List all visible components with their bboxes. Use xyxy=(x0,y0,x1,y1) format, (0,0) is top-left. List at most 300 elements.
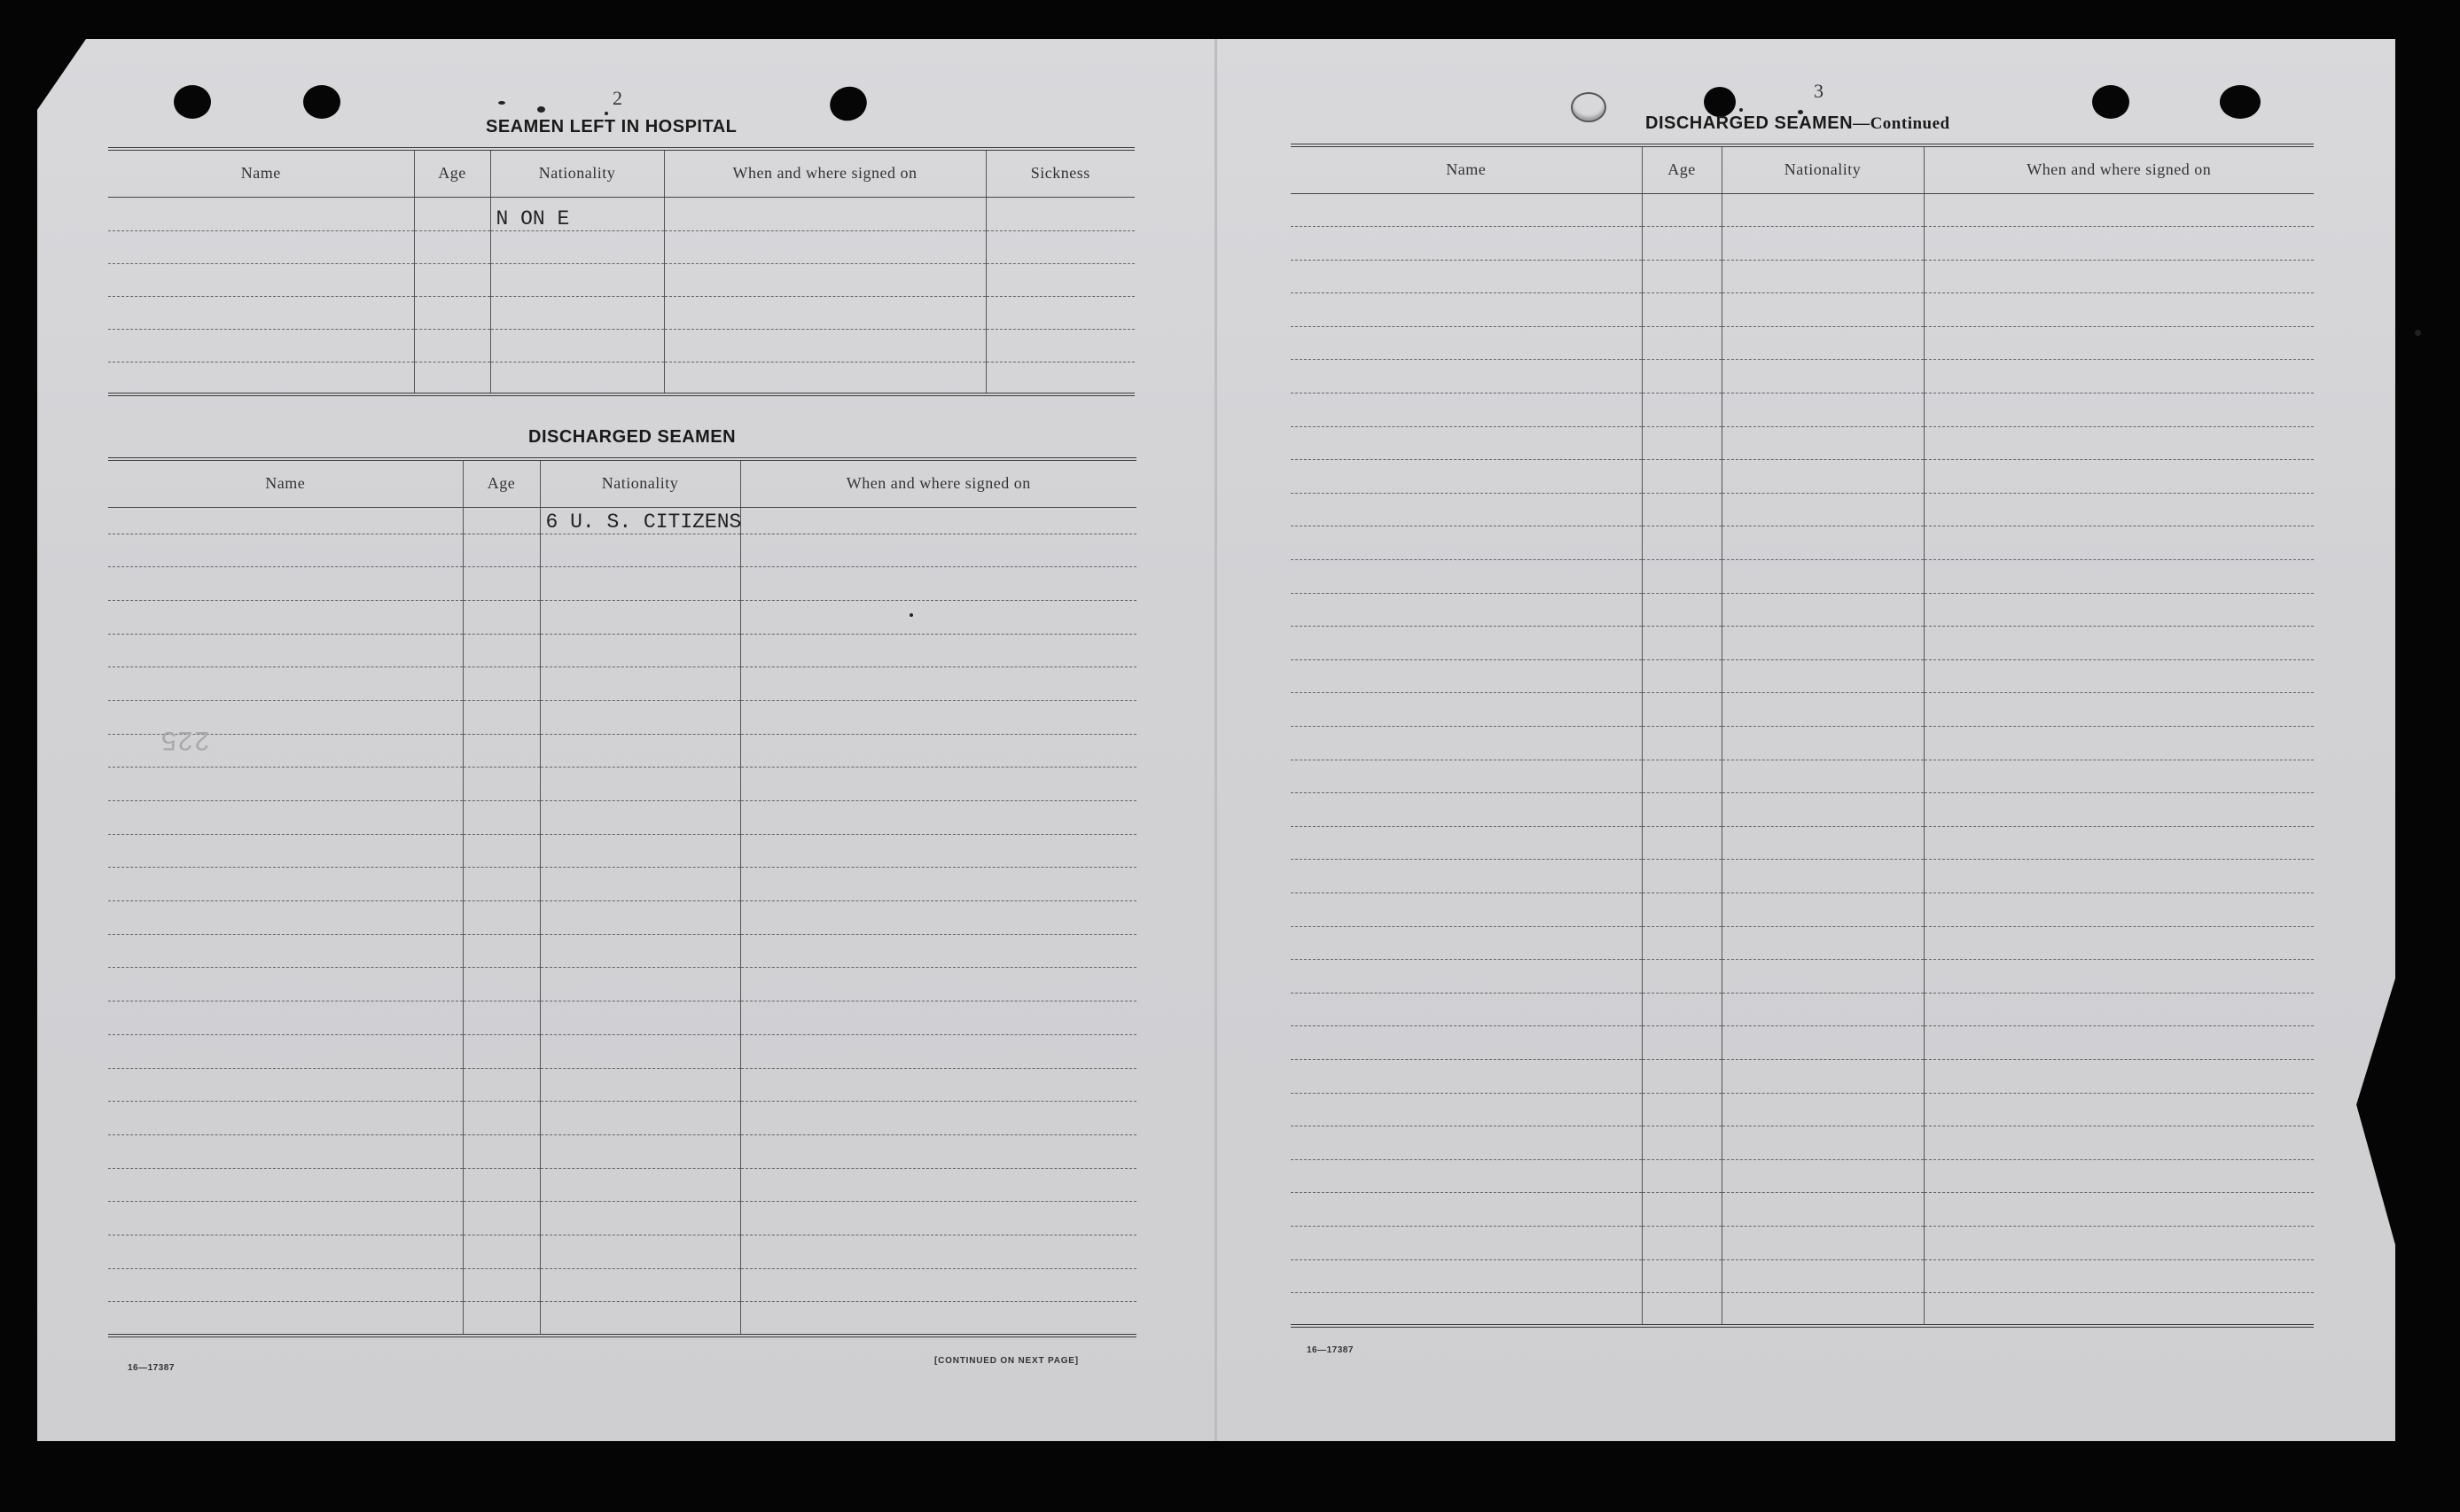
nationality-cell xyxy=(1722,1093,1924,1126)
nationality-cell xyxy=(540,901,740,935)
name-cell xyxy=(108,1268,463,1302)
name-cell xyxy=(1291,1059,1642,1093)
nationality-cell xyxy=(1722,1193,1924,1227)
name-cell xyxy=(1291,394,1642,427)
table-row xyxy=(1291,560,2314,594)
table-row xyxy=(1291,1093,2314,1126)
section-title-text: DISCHARGED SEAMEN xyxy=(1645,113,1854,133)
name-cell xyxy=(108,197,414,230)
table-row xyxy=(108,1134,1136,1168)
signed-on-cell xyxy=(740,1102,1136,1135)
name-cell xyxy=(1291,760,1642,793)
age-cell xyxy=(1642,426,1722,460)
table-row xyxy=(108,934,1136,968)
table-row xyxy=(1291,426,2314,460)
age-cell xyxy=(1642,293,1722,327)
column-header-age: Age xyxy=(1642,145,1722,193)
table-row xyxy=(108,634,1136,667)
name-cell xyxy=(1291,360,1642,394)
age-cell xyxy=(1642,993,1722,1026)
age-cell xyxy=(1642,1159,1722,1193)
table-row xyxy=(108,1302,1136,1336)
nationality-cell xyxy=(540,868,740,901)
age-cell xyxy=(1642,260,1722,293)
name-cell xyxy=(108,1302,463,1336)
age-cell xyxy=(1642,193,1722,227)
punch-hole xyxy=(174,85,211,119)
name-cell xyxy=(108,600,463,634)
signed-on-cell xyxy=(1924,1126,2314,1160)
age-cell xyxy=(414,263,490,296)
nationality-cell xyxy=(490,329,664,362)
signed-on-cell xyxy=(1924,993,2314,1026)
age-cell xyxy=(1642,1093,1722,1126)
nationality-cell xyxy=(540,1202,740,1235)
signed-on-cell xyxy=(1924,659,2314,693)
signed-on-cell xyxy=(740,634,1136,667)
nationality-cell xyxy=(540,1168,740,1202)
table-row xyxy=(108,1102,1136,1135)
name-cell xyxy=(1291,826,1642,860)
nationality-cell xyxy=(1722,227,1924,261)
table-row xyxy=(1291,1159,2314,1193)
name-cell xyxy=(1291,793,1642,827)
nationality-cell xyxy=(1722,260,1924,293)
table-row xyxy=(1291,627,2314,660)
signed-on-cell xyxy=(1924,860,2314,893)
age-cell xyxy=(463,1302,540,1336)
column-header-nationality: Nationality xyxy=(490,149,664,197)
nationality-cell xyxy=(540,934,740,968)
age-cell xyxy=(1642,1126,1722,1160)
name-cell xyxy=(1291,960,1642,994)
table-row xyxy=(108,1034,1136,1068)
column-header-sickness: Sickness xyxy=(986,149,1135,197)
punch-hole xyxy=(1571,92,1606,122)
nationality-cell xyxy=(490,296,664,329)
name-cell xyxy=(108,934,463,968)
table-row xyxy=(1291,826,2314,860)
nationality-cell xyxy=(540,700,740,734)
nationality-cell xyxy=(1722,526,1924,560)
name-cell xyxy=(1291,892,1642,926)
age-cell xyxy=(1642,659,1722,693)
signed-on-cell xyxy=(740,734,1136,768)
signed-on-cell xyxy=(740,1302,1136,1336)
name-cell xyxy=(108,230,414,263)
table-row xyxy=(108,901,1136,935)
nationality-cell xyxy=(1722,760,1924,793)
ink-speck xyxy=(1739,108,1743,112)
name-cell xyxy=(1291,693,1642,727)
page-number: 2 xyxy=(613,87,622,109)
signed-on-cell xyxy=(740,667,1136,701)
table-row xyxy=(1291,993,2314,1026)
nationality-cell xyxy=(540,834,740,868)
signed-on-cell xyxy=(1924,227,2314,261)
age-cell xyxy=(1642,960,1722,994)
name-cell xyxy=(1291,493,1642,526)
age-cell xyxy=(1642,526,1722,560)
name-cell xyxy=(108,1134,463,1168)
table-row xyxy=(1291,659,2314,693)
signed-on-cell xyxy=(1924,394,2314,427)
signed-on-cell xyxy=(1924,1193,2314,1227)
ink-speck xyxy=(2415,330,2421,336)
age-cell xyxy=(414,329,490,362)
age-cell xyxy=(1642,1293,1722,1327)
table-row xyxy=(108,329,1135,362)
name-cell xyxy=(108,507,463,534)
nationality-cell xyxy=(1722,560,1924,594)
table-row xyxy=(1291,727,2314,760)
table-row xyxy=(1291,360,2314,394)
table-row xyxy=(108,230,1135,263)
sickness-cell xyxy=(986,362,1135,394)
name-cell xyxy=(1291,560,1642,594)
name-cell xyxy=(1291,193,1642,227)
sickness-cell xyxy=(986,197,1135,230)
table-row xyxy=(1291,260,2314,293)
nationality-cell xyxy=(540,1102,740,1135)
signed-on-cell xyxy=(1924,360,2314,394)
age-cell xyxy=(1642,892,1722,926)
name-cell xyxy=(108,667,463,701)
signed-on-cell xyxy=(1924,793,2314,827)
name-cell xyxy=(108,1235,463,1268)
age-cell xyxy=(463,734,540,768)
nationality-cell xyxy=(1722,693,1924,727)
discharged-rows xyxy=(108,507,1136,1336)
table-row xyxy=(108,700,1136,734)
name-cell xyxy=(1291,659,1642,693)
discharged-table xyxy=(108,457,1136,1337)
age-cell xyxy=(463,667,540,701)
nationality-cell xyxy=(1722,892,1924,926)
signed-on-cell xyxy=(740,1268,1136,1302)
age-cell xyxy=(463,634,540,667)
signed-on-cell xyxy=(740,968,1136,1002)
name-cell xyxy=(1291,1259,1642,1293)
signed-on-cell xyxy=(740,768,1136,801)
table-row xyxy=(108,968,1136,1002)
nationality-cell xyxy=(1722,793,1924,827)
age-cell xyxy=(414,362,490,394)
name-cell xyxy=(108,1202,463,1235)
name-cell xyxy=(1291,260,1642,293)
table-row xyxy=(1291,394,2314,427)
table-row xyxy=(1291,1193,2314,1227)
continued-note: [CONTINUED ON NEXT PAGE] xyxy=(934,1356,1079,1366)
nationality-cell xyxy=(540,1134,740,1168)
column-header-signed-on: When and where signed on xyxy=(664,149,986,197)
age-cell xyxy=(1642,493,1722,526)
nationality-cell xyxy=(1722,193,1924,227)
column-header-name: Name xyxy=(108,149,414,197)
page-fold xyxy=(1214,39,1217,1441)
age-cell xyxy=(463,1068,540,1102)
signed-on-cell xyxy=(740,1168,1136,1202)
age-cell xyxy=(1642,1226,1722,1259)
age-cell xyxy=(463,1202,540,1235)
signed-on-cell xyxy=(1924,826,2314,860)
nationality-cell xyxy=(1722,1293,1924,1327)
column-header-nationality: Nationality xyxy=(540,459,740,507)
table-row xyxy=(1291,460,2314,494)
signed-on-cell xyxy=(1924,926,2314,960)
nationality-cell xyxy=(540,1002,740,1035)
discharged-section-title: DISCHARGED SEAMEN xyxy=(528,427,737,447)
table-row xyxy=(108,834,1136,868)
age-cell xyxy=(463,700,540,734)
nationality-cell xyxy=(490,230,664,263)
age-cell xyxy=(1642,826,1722,860)
age-cell xyxy=(1642,460,1722,494)
name-cell xyxy=(108,534,463,567)
name-cell xyxy=(108,296,414,329)
ink-speck xyxy=(537,106,545,113)
table-row xyxy=(1291,526,2314,560)
age-cell xyxy=(1642,560,1722,594)
name-cell xyxy=(108,768,463,801)
age-cell xyxy=(1642,760,1722,793)
name-cell xyxy=(1291,727,1642,760)
table-row xyxy=(108,801,1136,835)
age-cell xyxy=(463,1034,540,1068)
age-cell xyxy=(463,1102,540,1135)
discharged-continued-rows xyxy=(1291,193,2314,1326)
signed-on-cell xyxy=(1924,892,2314,926)
age-cell xyxy=(414,230,490,263)
name-cell xyxy=(1291,426,1642,460)
ink-speck xyxy=(605,112,608,115)
signed-on-cell xyxy=(1924,693,2314,727)
table-row xyxy=(108,600,1136,634)
faint-stamp: 225 xyxy=(160,726,210,755)
signed-on-cell xyxy=(740,507,1136,534)
age-cell xyxy=(463,901,540,935)
signed-on-cell xyxy=(664,362,986,394)
table-row xyxy=(108,734,1136,768)
table-row xyxy=(108,1002,1136,1035)
signed-on-cell xyxy=(740,901,1136,935)
signed-on-cell xyxy=(1924,1093,2314,1126)
signed-on-cell xyxy=(1924,1059,2314,1093)
nationality-cell: 6 U. S. CITIZENS xyxy=(540,507,740,534)
age-cell xyxy=(1642,693,1722,727)
signed-on-cell xyxy=(1924,627,2314,660)
age-cell xyxy=(1642,727,1722,760)
nationality-cell xyxy=(540,968,740,1002)
age-cell xyxy=(463,1134,540,1168)
age-cell xyxy=(1642,360,1722,394)
table-row xyxy=(1291,1026,2314,1060)
signed-on-cell xyxy=(1924,426,2314,460)
signed-on-cell xyxy=(1924,526,2314,560)
nationality-cell xyxy=(1722,326,1924,360)
name-cell xyxy=(108,834,463,868)
age-cell xyxy=(463,507,540,534)
name-cell xyxy=(108,1102,463,1135)
nationality-cell xyxy=(490,362,664,394)
age-cell xyxy=(1642,1259,1722,1293)
table-row xyxy=(108,1268,1136,1302)
age-cell xyxy=(463,600,540,634)
age-cell xyxy=(1642,394,1722,427)
name-cell xyxy=(108,362,414,394)
discharged-continued-title xyxy=(1645,113,1950,134)
signed-on-cell xyxy=(1924,493,2314,526)
nationality-cell xyxy=(1722,926,1924,960)
nationality-cell xyxy=(540,1268,740,1302)
signed-on-cell xyxy=(1924,1026,2314,1060)
name-cell xyxy=(1291,926,1642,960)
nationality-cell xyxy=(1722,993,1924,1026)
signed-on-cell xyxy=(740,1235,1136,1268)
table-row xyxy=(1291,293,2314,327)
age-cell xyxy=(1642,926,1722,960)
table-row xyxy=(108,667,1136,701)
age-cell xyxy=(1642,1059,1722,1093)
signed-on-cell xyxy=(740,834,1136,868)
nationality-cell xyxy=(1722,1126,1924,1160)
age-cell xyxy=(1642,1026,1722,1060)
table-row xyxy=(1291,593,2314,627)
name-cell xyxy=(108,1168,463,1202)
age-cell xyxy=(1642,326,1722,360)
age-cell xyxy=(414,296,490,329)
age-cell xyxy=(1642,627,1722,660)
nationality-cell xyxy=(540,1034,740,1068)
table-row xyxy=(1291,960,2314,994)
table-row xyxy=(1291,1293,2314,1327)
nationality-cell xyxy=(1722,293,1924,327)
signed-on-cell xyxy=(1924,760,2314,793)
sickness-cell xyxy=(986,329,1135,362)
name-cell xyxy=(1291,627,1642,660)
age-cell xyxy=(463,1002,540,1035)
name-cell xyxy=(1291,1293,1642,1327)
nationality-cell xyxy=(1722,593,1924,627)
age-cell xyxy=(463,1168,540,1202)
age-cell xyxy=(463,934,540,968)
nationality-cell xyxy=(540,768,740,801)
punch-hole xyxy=(303,85,340,119)
signed-on-cell xyxy=(1924,960,2314,994)
name-cell xyxy=(1291,326,1642,360)
signed-on-cell xyxy=(664,230,986,263)
nationality-cell xyxy=(1722,360,1924,394)
nationality-cell xyxy=(540,1068,740,1102)
name-cell xyxy=(1291,293,1642,327)
table-row xyxy=(1291,1226,2314,1259)
hospital-section-title: SEAMEN LEFT IN HOSPITAL xyxy=(486,117,738,136)
name-cell xyxy=(1291,1159,1642,1193)
name-cell xyxy=(1291,593,1642,627)
signed-on-cell xyxy=(664,296,986,329)
sickness-cell xyxy=(986,230,1135,263)
age-cell xyxy=(463,834,540,868)
age-cell xyxy=(463,1268,540,1302)
ink-speck xyxy=(498,101,505,105)
nationality-cell xyxy=(1722,1259,1924,1293)
table-row xyxy=(108,1068,1136,1102)
nationality-cell xyxy=(1722,1226,1924,1259)
nationality-cell xyxy=(1722,394,1924,427)
hospital-rows xyxy=(108,197,1135,394)
column-header-age: Age xyxy=(463,459,540,507)
table-row xyxy=(1291,926,2314,960)
table-row xyxy=(108,1202,1136,1235)
punch-hole xyxy=(2092,85,2129,119)
nationality-cell xyxy=(1722,460,1924,494)
age-cell xyxy=(414,197,490,230)
nationality-cell xyxy=(540,567,740,601)
table-row xyxy=(108,263,1135,296)
signed-on-cell xyxy=(740,1068,1136,1102)
signed-on-cell xyxy=(740,1002,1136,1035)
signed-on-cell xyxy=(1924,293,2314,327)
discharged-continued-table xyxy=(1291,144,2314,1328)
signed-on-cell xyxy=(1924,560,2314,594)
signed-on-cell xyxy=(1924,593,2314,627)
nationality-cell xyxy=(540,600,740,634)
signed-on-cell xyxy=(740,801,1136,835)
name-cell xyxy=(1291,526,1642,560)
name-cell xyxy=(1291,993,1642,1026)
sickness-cell xyxy=(986,296,1135,329)
table-row xyxy=(108,768,1136,801)
signed-on-cell xyxy=(740,1134,1136,1168)
nationality-cell xyxy=(540,1235,740,1268)
table-row xyxy=(108,1235,1136,1268)
signed-on-cell xyxy=(740,567,1136,601)
signed-on-cell xyxy=(740,868,1136,901)
signed-on-cell xyxy=(1924,460,2314,494)
signed-on-cell xyxy=(740,1034,1136,1068)
age-cell xyxy=(463,868,540,901)
name-cell xyxy=(108,1002,463,1035)
nationality-cell xyxy=(540,534,740,567)
name-cell xyxy=(108,1034,463,1068)
signed-on-cell xyxy=(1924,326,2314,360)
column-header-nationality: Nationality xyxy=(1722,145,1924,193)
name-cell xyxy=(108,1068,463,1102)
age-cell xyxy=(1642,1193,1722,1227)
name-cell xyxy=(108,263,414,296)
table-row xyxy=(1291,860,2314,893)
signed-on-cell xyxy=(1924,260,2314,293)
signed-on-cell xyxy=(740,700,1136,734)
nationality-cell xyxy=(1722,426,1924,460)
table-row xyxy=(108,197,1135,230)
table-row xyxy=(1291,892,2314,926)
page-number: 3 xyxy=(1814,80,1824,102)
age-cell xyxy=(463,801,540,835)
age-cell xyxy=(463,1235,540,1268)
signed-on-cell xyxy=(1924,1159,2314,1193)
name-cell xyxy=(1291,1193,1642,1227)
table-row xyxy=(1291,193,2314,227)
table-row xyxy=(108,1168,1136,1202)
name-cell xyxy=(1291,1093,1642,1126)
table-row xyxy=(108,296,1135,329)
nationality-cell xyxy=(1722,493,1924,526)
age-cell xyxy=(463,534,540,567)
table-row xyxy=(108,567,1136,601)
form-code: 16—17387 xyxy=(1307,1345,1354,1355)
column-header-name: Name xyxy=(1291,145,1642,193)
